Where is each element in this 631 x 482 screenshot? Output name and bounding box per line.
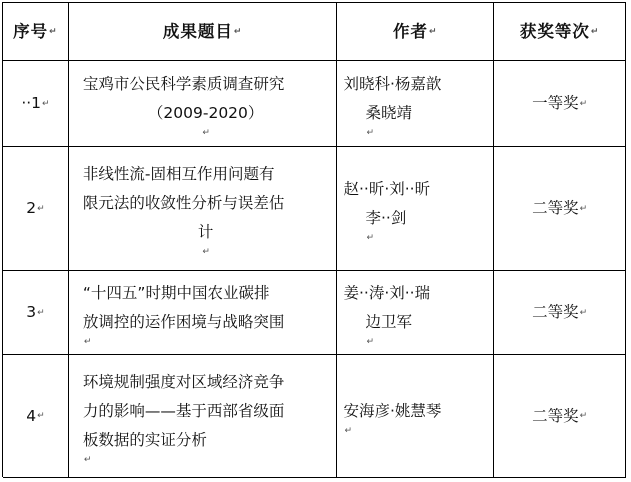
row-award: 二等奖 ↵ (494, 271, 626, 354)
row-seq: 4 ↵ (3, 355, 69, 477)
results-table (2, 2, 626, 477)
row-seq: ··1 ↵ (3, 61, 69, 146)
row-title: “十四五”时期中国农业碳排 放调控的运作困境与战略突围 ↵ (69, 271, 338, 354)
row-award: 一等奖 ↵ (494, 61, 626, 146)
row-author: 刘晓科·杨嘉歆 桑晓靖 ↵ (337, 61, 494, 146)
table-header-row (3, 3, 626, 61)
row-title: 环境规制强度对区域经济竞争 力的影响——基于西部省级面 板数据的实证分析 ↵ (69, 355, 338, 477)
header-award: 获奖等次 ↵ (494, 3, 626, 60)
header-title: 成果题目 ↵ (69, 3, 338, 60)
header-seq: 序号 ↵ (3, 3, 69, 60)
row-title: 非线性流-固相互作用问题有 限元法的收敛性分析与误差估 计 ↵ (69, 147, 338, 270)
row-author: 安海彦·姚慧琴 ↵ (337, 355, 494, 477)
table-row (3, 147, 626, 271)
row-award: 二等奖 ↵ (494, 355, 626, 477)
row-title: 宝鸡市公民科学素质调查研究 （2009-2020） ↵ (69, 61, 338, 146)
row-author: 赵··昕·刘··昕 李··剑 ↵ (337, 147, 494, 270)
row-award: 二等奖 ↵ (494, 147, 626, 270)
table-row (3, 61, 626, 147)
row-seq: 3 ↵ (3, 271, 69, 354)
table-row (3, 271, 626, 355)
table-row (3, 355, 626, 478)
row-seq: 2 ↵ (3, 147, 69, 270)
header-author: 作者 ↵ (337, 3, 494, 60)
row-author: 姜··涛·刘··瑞 边卫军 ↵ (337, 271, 494, 354)
